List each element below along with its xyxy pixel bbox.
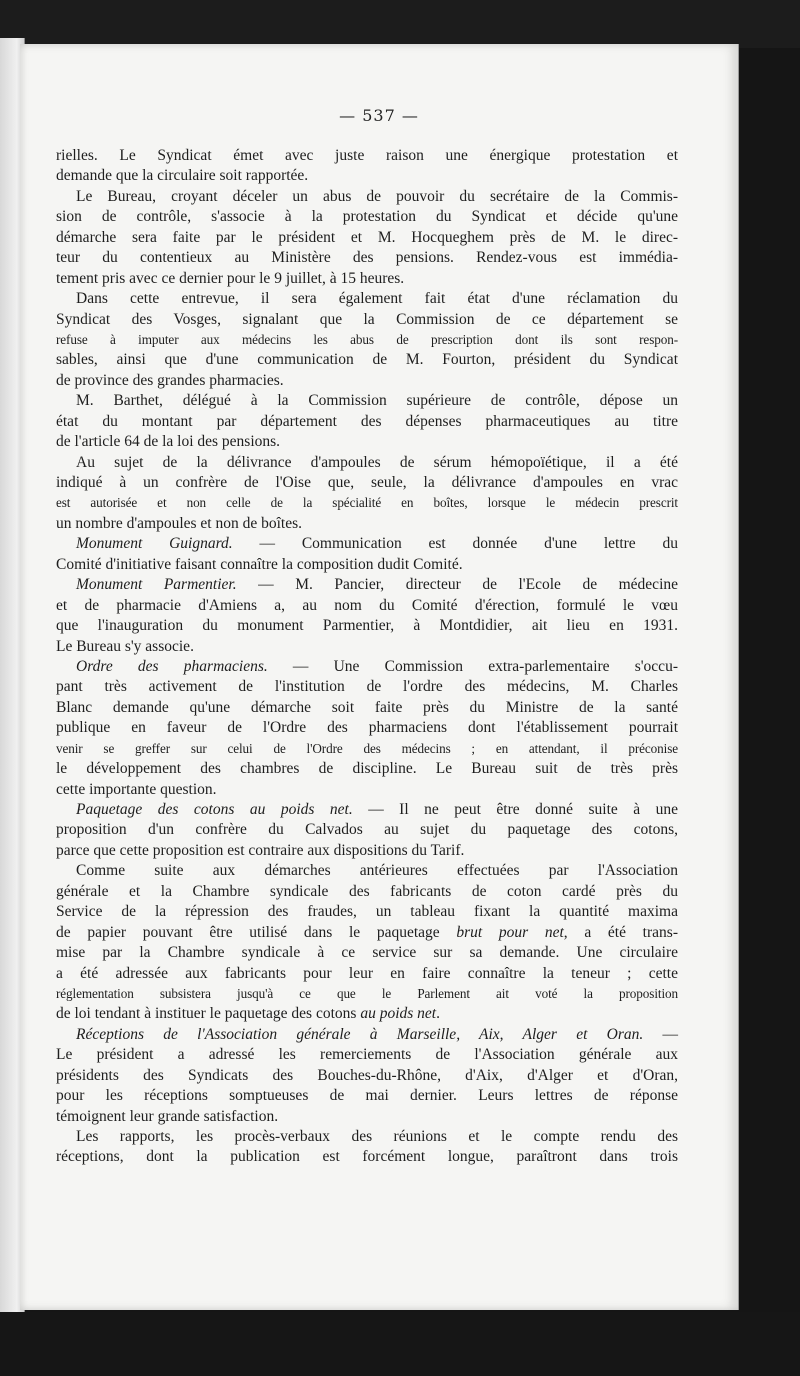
text-line: M. Barthet, délégué à la Commission supérieure de contrôle, dépose un (76, 392, 678, 410)
scan-background-top (0, 0, 800, 48)
text-line: parce que cette proposition est contraire aux dispositions du Tarif. (56, 841, 465, 859)
section-heading: Réceptions de l'Association générale à Marseille, Aix, Alger et Oran. (76, 1025, 644, 1043)
text-line: a été adressée aux fabricants pour leur en faire connaître la teneur ; cette (56, 964, 678, 982)
text-line: refuse à imputer aux médecins les abus de prescription dont ils sont respon- (56, 331, 678, 347)
text-line: générale et la Chambre syndicale des fabricants de coton cardé près du (56, 882, 678, 900)
text-line: pour les réceptions somptueuses de mai dernier. Leurs lettres de réponse (56, 1087, 678, 1105)
text-line: venir se greffer sur celui de l'Ordre des médecins ; en attendant, il préconise (56, 740, 678, 756)
text-line: Le Bureau, croyant déceler un abus de pouvoir du secrétaire de la Commis- (76, 187, 678, 205)
text-line: Monument Guignard. — Communication est donnée d'une lettre du (76, 535, 678, 553)
text-line: de l'article 64 de la loi des pensions. (56, 433, 281, 451)
section-heading: Monument Parmentier. (76, 576, 237, 594)
page-number: — 537 — (339, 106, 419, 125)
text-line: Au sujet de la délivrance d'ampoules de sérum hémopoïétique, il a été (76, 453, 678, 471)
text-line: de papier pouvant être utilisé dans le paquetage brut pour net, a été trans- (56, 923, 678, 941)
text-line: cette importante question. (56, 780, 217, 798)
text-line: et de pharmacie d'Amiens a, au nom du Comité d'érection, formulé le vœu (56, 596, 678, 614)
text-line: Comme suite aux démarches antérieures effectuées par l'Association (76, 862, 678, 880)
text-line: démarche sera faite par le président et M. Hocqueghem près de M. le direc- (56, 228, 678, 246)
text-line: que l'inauguration du monument Parmentier, à Montdidier, ait lieu en 1931. (56, 617, 678, 635)
section-heading: Paquetage des cotons au poids net. (76, 801, 353, 818)
text-line: rielles. Le Syndicat émet avec juste raison une énergique protestation et (56, 147, 678, 164)
text-line: un nombre d'ampoules et non de boîtes. (56, 514, 303, 532)
text-line: présidents des Syndicats des Bouches-du-Rhône, d'Aix, d'Alger et d'Oran, (56, 1066, 678, 1084)
text-line: pant très activement de l'institution de l'ordre des médecins, M. Charles (56, 678, 678, 696)
text-line: état du montant par département des dépenses pharmaceutiques au titre (56, 412, 678, 430)
text-line: de province des grandes pharmacies. (56, 371, 284, 389)
text-line: publique en faveur de l'Ordre des pharmaciens dont l'établissement pourrait (56, 719, 678, 737)
text-line: Dans cette entrevue, il sera également fait état d'une réclamation du (76, 290, 678, 308)
body-text (56, 146, 678, 1168)
text-line: tement pris avec ce dernier pour le 9 juillet, à 15 heures. (56, 269, 405, 287)
scan-background-bottom (0, 1312, 800, 1376)
text-line: Paquetage des cotons au poids net. — Il ne peut être donné suite à une (76, 801, 678, 818)
text-line: Le président a adressé les remerciements de l'Association générale aux (56, 1046, 678, 1064)
text-line: proposition d'un confrère du Calvados au sujet du paquetage des cotons, (56, 821, 678, 839)
text-line: sables, ainsi que d'une communication de M. Fourton, président du Syndicat (56, 351, 678, 369)
text-line: Les rapports, les procès-verbaux des réunions et le compte rendu des (76, 1128, 678, 1145)
text-line: Ordre des pharmaciens. — Une Commission extra-parlementaire s'occu- (76, 657, 678, 675)
text-line: Réceptions de l'Association générale à Marseille, Aix, Alger et Oran. — (76, 1025, 678, 1043)
text-line: réceptions, dont la publication est forcément longue, paraîtront dans trois (56, 1148, 678, 1166)
text-line: demande que la circulaire soit rapportée. (56, 167, 309, 185)
text-line: teur du contentieux au Ministère des pensions. Rendez-vous est immédia- (56, 249, 678, 267)
book-page (20, 44, 739, 1310)
text-line: Monument Parmentier. — M. Pancier, directeur de l'Ecole de médecine (76, 576, 678, 594)
section-heading: Ordre des pharmaciens. (76, 657, 268, 675)
text-line: de loi tendant à instituer le paquetage des cotons au poids net. (56, 1005, 440, 1023)
text-line: Blanc demande qu'une démarche soit faite près du Ministre de la santé (56, 698, 678, 716)
text-line: Service de la répression des fraudes, un tableau fixant la quantité maxima (56, 903, 678, 921)
text-line: le développement des chambres de discipline. Le Bureau suit de très près (56, 760, 678, 778)
text-line: mise par la Chambre syndicale à ce service sur sa demande. Une circulaire (56, 944, 678, 962)
text-line: témoignent leur grande satisfaction. (56, 1107, 279, 1125)
text-line: réglementation subsistera jusqu'à ce que le Parlement ait voté la proposition (56, 985, 678, 1001)
text-line: Comité d'initiative faisant connaître la composition dudit Comité. (56, 555, 463, 573)
text-line: indiqué à un confrère de l'Oise que, seule, la délivrance d'ampoules en vrac (56, 474, 678, 491)
text-line: Le Bureau s'y associe. (56, 637, 194, 655)
text-line: Syndicat des Vosges, signalant que la Commission de ce département se (56, 310, 678, 328)
section-heading: Monument Guignard. (76, 535, 233, 553)
text-line: est autorisée et non celle de la spécialité en boîtes, lorsque le médecin prescrit (56, 495, 678, 511)
text-line: sion de contrôle, s'associe à la protestation du Syndicat et décide qu'une (56, 208, 678, 226)
